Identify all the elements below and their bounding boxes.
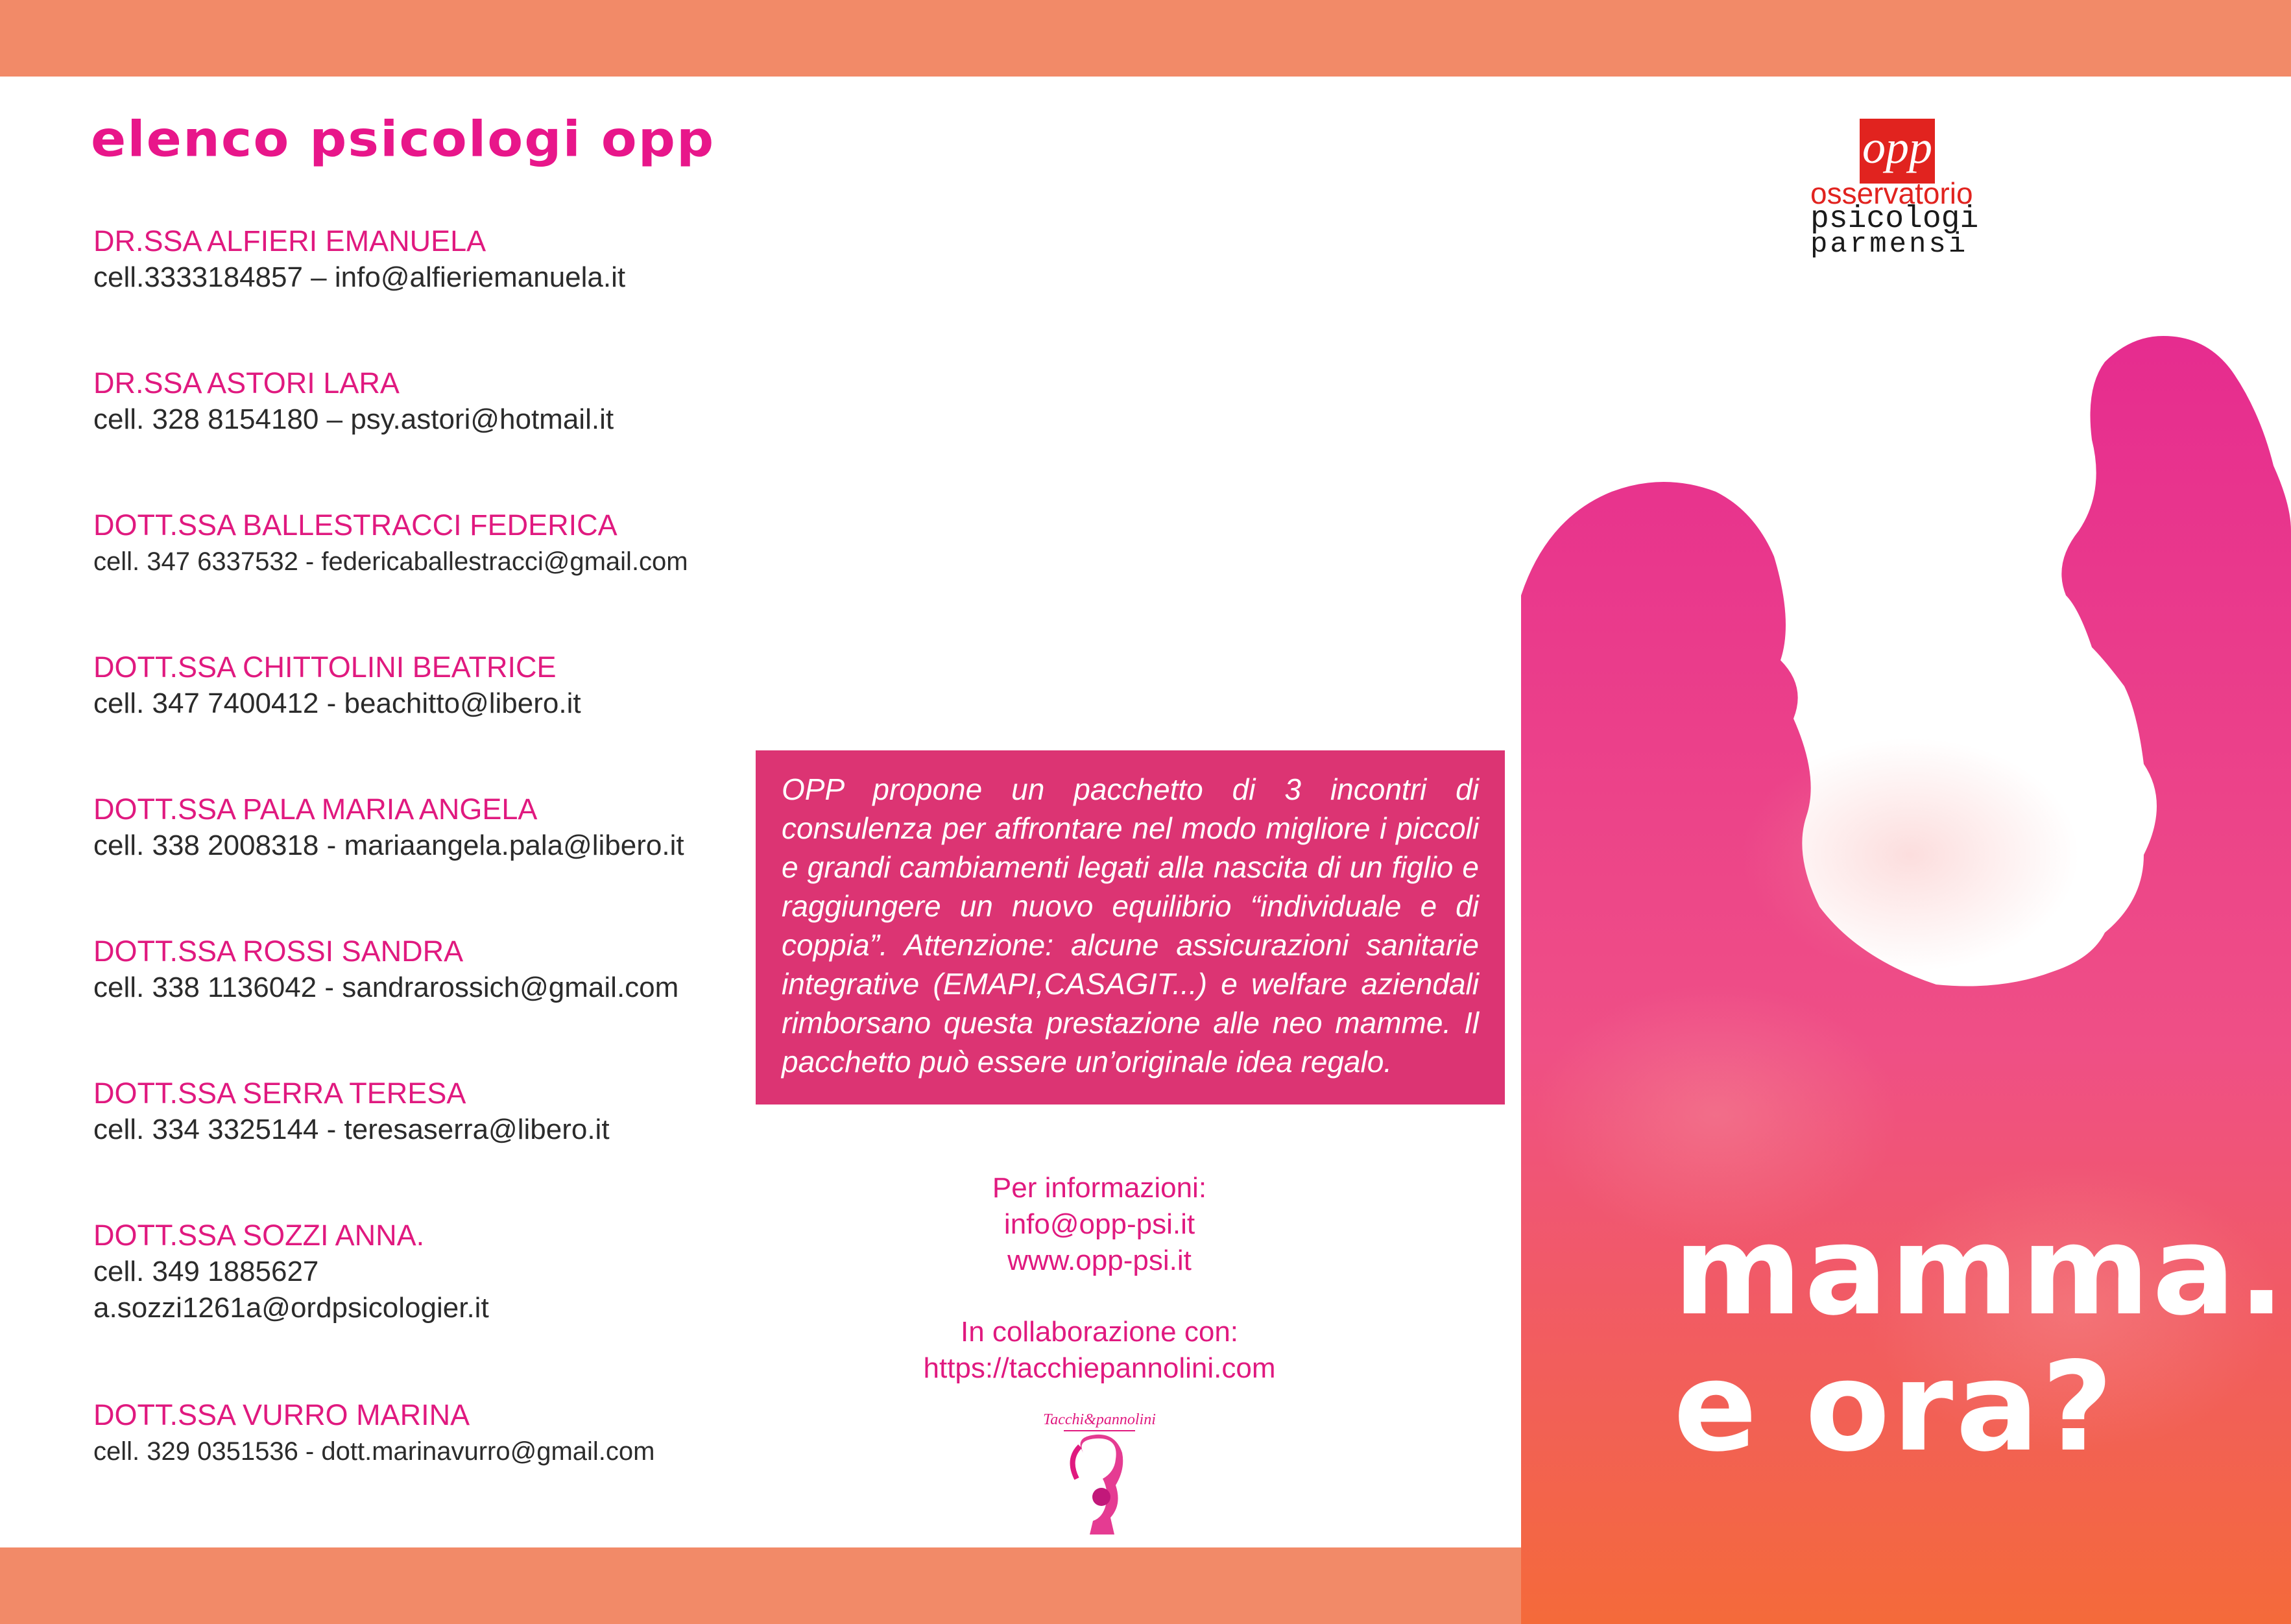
contact-name: DOTT.SSA VURRO MARINA (93, 1398, 470, 1431)
contact-name: DR.SSA ASTORI LARA (93, 366, 400, 400)
contact-phone: cell. 349 1885627 (93, 1256, 319, 1287)
contact-entry (93, 1217, 768, 1326)
collaboration-heading: In collaborazione con: (960, 1316, 1239, 1348)
cover-title (1673, 1199, 2288, 1479)
contact-phone-email: cell. 338 1136042 - sandrarossich@gmail.com (93, 972, 679, 1003)
top-color-band (0, 0, 2291, 77)
contact-phone-email: cell. 347 7400412 - beachitto@libero.it (93, 687, 581, 719)
contact-name: DOTT.SSA ROSSI SANDRA (93, 935, 464, 968)
contact-name: DOTT.SSA BALLESTRACCI FEDERICA (93, 508, 618, 542)
contact-entry (93, 933, 768, 1006)
contact-name: DOTT.SSA SOZZI ANNA. (93, 1219, 425, 1252)
contact-phone-email: cell. 328 8154180 – psy.astori@hotmail.it (93, 403, 614, 435)
opp-logo (1806, 113, 2001, 269)
contact-name: DOTT.SSA PALA MARIA ANGELA (93, 793, 538, 826)
contact-name: DOTT.SSA SERRA TERESA (93, 1077, 466, 1110)
partner-logo-text: Tacchi&pannolini (1043, 1411, 1156, 1428)
collaboration-block (843, 1314, 1356, 1387)
contact-email: a.sozzi1261a@ordpsicologier.it (93, 1292, 489, 1324)
package-info-box (756, 750, 1505, 1105)
opp-logo-line2: psicologi (1810, 202, 1979, 237)
contact-name: DR.SSA ALFIERI EMANUELA (93, 224, 486, 257)
package-description: OPP propone un pacchetto di 3 incontri di consulenza per affrontare nel modo migliore i piccoli e grandi cambiamenti legati alla nascita di un figlio e raggiungere un nuovo equilibrio “individuale e di coppia”. Attenzione: alcune assicurazioni sanitarie integrative (EMAPI,CASAGIT...) e welfare aziendali rimborsano questa prestazione alle neo mamme. Il pacchetto può essere un’originale idea regalo. (782, 772, 1479, 1079)
collaboration-link[interactable]: https://tacchiepannolini.com (923, 1352, 1276, 1384)
opp-logo-line3: parmensi (1810, 228, 1969, 261)
contact-phone-email: cell. 334 3325144 - teresaserra@libero.it (93, 1114, 610, 1145)
info-email-link[interactable]: info@opp-psi.it (1003, 1208, 1195, 1240)
contact-entry (93, 1075, 768, 1148)
opp-logo-line1: osservatorio (1810, 176, 1973, 210)
contact-phone-email: cell. 329 0351536 - dott.marinavurro@gmail.com (93, 1437, 655, 1466)
cover-title-line1: mamma. (1673, 1199, 2288, 1343)
contact-phone-email: cell.3333184857 – info@alfieriemanuela.it (93, 261, 626, 293)
contact-phone-email: cell. 347 6337532 - federicaballestracci@gmail.com (93, 547, 688, 576)
info-heading: Per informazioni: (992, 1172, 1207, 1204)
contact-entry (93, 223, 768, 296)
opp-logo-mark-icon (1860, 119, 1935, 184)
psychologist-list-title: elenco psicologi opp (91, 110, 715, 168)
contact-entry (93, 507, 768, 580)
contact-phone-email: cell. 338 2008318 - mariaangela.pala@libero.it (93, 830, 684, 861)
contact-name: DOTT.SSA CHITTOLINI BEATRICE (93, 651, 557, 684)
contact-entry (93, 365, 768, 438)
info-website-link[interactable]: www.opp-psi.it (1007, 1245, 1192, 1276)
tacchi-e-pannolini-logo-icon (1038, 1407, 1161, 1537)
opp-logo-mark-text: opp (1862, 121, 1932, 173)
contact-entry (93, 791, 768, 864)
contact-info-block (843, 1170, 1356, 1279)
contact-entry (93, 649, 768, 722)
contact-entry (93, 1397, 768, 1470)
cover-title-line2: e ora? (1673, 1335, 2116, 1479)
